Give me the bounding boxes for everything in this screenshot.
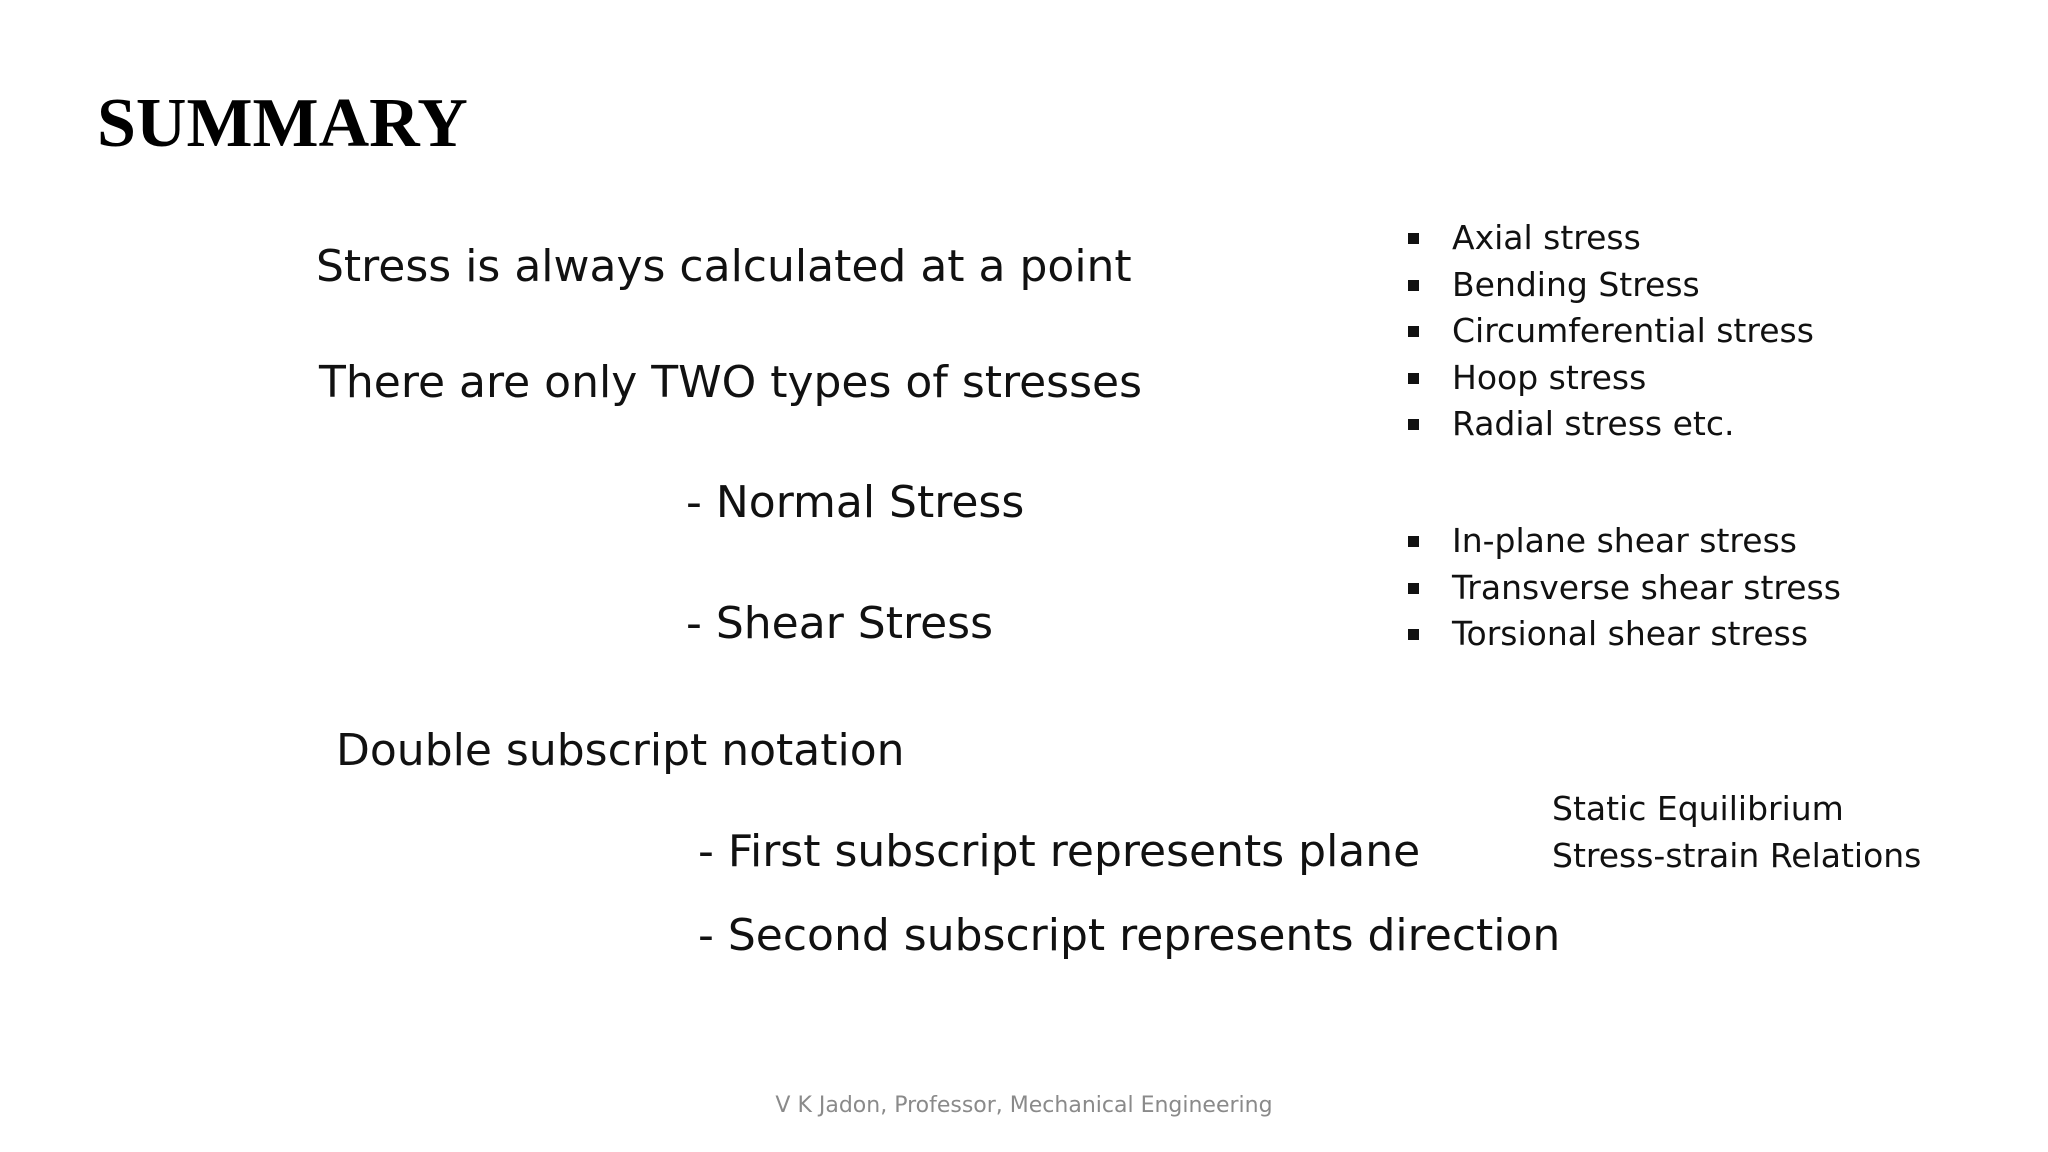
- list-item: [1405, 355, 1814, 402]
- square-bullet-icon: [1408, 373, 1419, 384]
- normal-stress-types-list: [1405, 215, 1814, 448]
- square-bullet-icon: [1408, 233, 1419, 244]
- square-bullet-icon: [1408, 536, 1419, 547]
- list-item: [1405, 565, 1841, 612]
- statement-two-types: There are only TWO types of stresses: [319, 357, 1143, 408]
- list-item: [1405, 215, 1814, 262]
- shear-stress-item: - Shear Stress: [686, 598, 994, 649]
- first-subscript-item: - First subscript represents plane: [698, 826, 1421, 877]
- second-subscript-item: - Second subscript represents direction: [698, 910, 1561, 961]
- notation-heading: Double subscript notation: [336, 725, 905, 776]
- list-item-label: Bending Stress: [1452, 264, 1700, 304]
- square-bullet-icon: [1408, 583, 1419, 594]
- square-bullet-icon: [1408, 280, 1419, 291]
- slide-footer: V K Jadon, Professor, Mechanical Engineering: [775, 1093, 1273, 1118]
- shear-stress-types-list: [1405, 518, 1841, 658]
- square-bullet-icon: [1408, 629, 1419, 640]
- statement-point: Stress is always calculated at a point: [316, 241, 1132, 292]
- topic-stress-strain: Stress-strain Relations: [1552, 835, 1922, 875]
- topic-static-equilibrium: Static Equilibrium: [1552, 789, 1844, 828]
- list-item-label: Torsional shear stress: [1452, 614, 1809, 653]
- list-item: [1405, 518, 1841, 565]
- list-item: [1405, 308, 1814, 355]
- slide-title: SUMMARY: [97, 85, 468, 162]
- square-bullet-icon: [1408, 326, 1419, 337]
- related-topics: [1552, 786, 1921, 879]
- list-item-label: Radial stress etc.: [1452, 404, 1735, 443]
- list-item: [1405, 401, 1814, 448]
- list-item-label: Circumferential stress: [1452, 311, 1814, 350]
- square-bullet-icon: [1408, 419, 1419, 430]
- list-item-label: Transverse shear stress: [1452, 567, 1841, 607]
- list-item: [1405, 262, 1814, 309]
- list-item-label: Hoop stress: [1452, 357, 1647, 397]
- normal-stress-item: - Normal Stress: [686, 477, 1025, 528]
- list-item: [1405, 611, 1841, 658]
- list-item-label: Axial stress: [1452, 218, 1641, 257]
- list-item-label: In-plane shear stress: [1452, 521, 1797, 560]
